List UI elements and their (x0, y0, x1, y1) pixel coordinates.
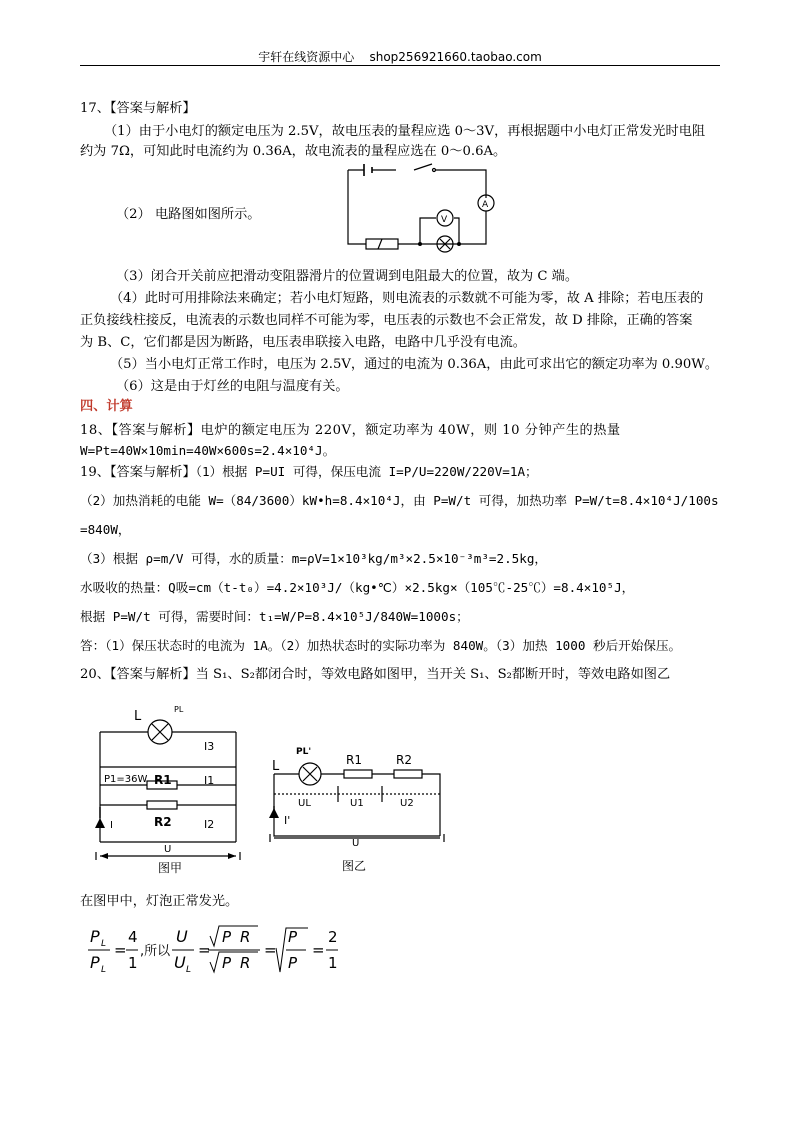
fig-b-U: U (352, 838, 360, 849)
figure-a-circuit (92, 702, 244, 874)
f-res-den: 1 (328, 954, 338, 972)
voltmeter-label: V (441, 215, 448, 225)
fig-a-R1: R1 (154, 773, 172, 787)
svg-text:L: L (101, 939, 107, 949)
q19-line4: （3）根据 ρ=m/V 可得，水的质量：m=ρV=1×10³kg/m³×2.5×10⁻³m³=2.5kg， (80, 551, 548, 566)
q19-line5: 水吸收的热量：Q吸=cm（t-t₀）=4.2×10³J/（kg•℃）×2.5kg×（105℃-25℃）=8.4×10⁵J， (80, 580, 635, 595)
section-title: 四、计算 (80, 399, 133, 414)
q17-p3: （3）闭合开关前应把滑动变阻器滑片的位置调到电阻最大的位置，故为 C 端。 (116, 269, 579, 284)
q19-line2: （2）加热消耗的电能 W=（84/3600）kW•h=8.4×10⁴J，由 P=W/t 可得，加热功率 P=W/t=8.4×10⁴J/100s (80, 493, 719, 508)
q18-line1: 18、【答案与解析】电炉的额定电压为 220V，额定功率为 40W，则 10 分钟产生的热量 (80, 423, 621, 438)
fig-b-L: L (272, 759, 280, 774)
q17-circuit-diagram (336, 160, 502, 254)
q18-line2: W=Pt=40W×10min=40W×600s=2.4×10⁴J。 (80, 443, 336, 458)
ammeter-label: A (482, 200, 489, 210)
fig-b-R2: R2 (396, 753, 412, 767)
eq-3: = (264, 941, 277, 959)
fig-b-caption: 图乙 (342, 859, 367, 873)
q17-p6: （6）这是由于灯丝的电阻与温度有关。 (116, 379, 349, 394)
q19-line3: =840W， (80, 522, 131, 537)
f-r-num-R: R (240, 928, 251, 946)
f-r-den-R: R (240, 954, 251, 972)
fig-a-PL: PL (174, 705, 184, 714)
header-rule (80, 65, 720, 66)
q17-p4b: 正负接线柱接反，电流表的示数也同样不可能为零，电压表的示数也不会正常发，故 D 排除，正确的答案 (80, 313, 693, 328)
fig-a-I1: I1 (204, 774, 215, 787)
page-header (80, 48, 720, 65)
f-u-den: U (174, 953, 186, 972)
fig-a-R2: R2 (154, 815, 172, 829)
fig-b-I: I' (284, 814, 291, 827)
fig-b-R1: R1 (346, 753, 362, 767)
fig-b-UL: UL (298, 798, 311, 809)
power-ratio-formula (86, 922, 366, 982)
fig-b-U2: U2 (400, 798, 414, 809)
f-num-P: P (90, 927, 100, 946)
f-r-num-P: P (222, 928, 232, 946)
q17-heading: 17、【答案与解析】 (80, 101, 196, 116)
q19-heading: 19、【答案与解析】 (80, 465, 196, 480)
figure-b-circuit (266, 738, 446, 874)
fig-a-P1: P1=36W (104, 774, 148, 785)
q19-part1: （1）根据 P=UI 可得，保压电流 I=P/U=220W/220V=1A； (195, 464, 538, 479)
q20-note: 在图甲中，灯泡正常发光。 (80, 894, 239, 909)
fig-a-caption: 图甲 (158, 861, 183, 874)
fig-a-I: I (110, 820, 113, 831)
q19-line6: 根据 P=W/t 可得，需要时间：t₁=W/P=8.4×10⁵J/840W=1000s； (80, 609, 469, 624)
eq-4: = (312, 941, 325, 959)
q17-p4c: 为 B、C，它们都是因为断路，电压表串联接入电路，电路中几乎没有电流。 (80, 335, 526, 350)
f-rr-num: P (288, 928, 298, 946)
f-u-num: U (176, 927, 188, 946)
f-so: ,所以 (140, 944, 171, 959)
fig-a-U: U (164, 844, 172, 855)
q17-p1a: （1）由于小电灯的额定电压为 2.5V，故电压表的量程应选 0～3V，再根据题中小电灯正常发光时电阻 (104, 124, 706, 139)
f-rr-den: P (288, 954, 298, 972)
eq-1: = (114, 941, 127, 959)
fig-a-I3: I3 (204, 740, 215, 753)
q19-line1 (80, 463, 538, 482)
q20-line1: 20、【答案与解析】当 S₁、S₂都闭合时，等效电路如图甲，当开关 S₁、S₂都断开时，等效电路如图乙 (80, 667, 671, 682)
header-shop: shop256921660.taobao.com (369, 50, 542, 64)
q19-line7: 答：（1）保压状态时的电流为 1A。（2）加热状态时的实际功率为 840W。（3）加热 1000 秒后开始保压。 (80, 638, 682, 653)
svg-text:L: L (186, 965, 192, 975)
f-r-den-P: P (222, 954, 232, 972)
q17-p2: （2） 电路图如图所示。 (116, 207, 261, 222)
fig-b-PL: PL' (296, 747, 312, 757)
f-frac-num: 4 (128, 928, 138, 946)
svg-text:L: L (101, 965, 107, 975)
f-frac-den: 1 (128, 954, 138, 972)
eq-2: = (198, 941, 211, 959)
fig-a-I2: I2 (204, 818, 215, 831)
fig-b-U1: U1 (350, 798, 364, 809)
f-den-P: P (90, 953, 100, 972)
header-title: 宇轩在线资源中心 (258, 50, 355, 64)
q17-p5: （5）当小电灯正常工作时，电压为 2.5V，通过的电流为 0.36A，由此可求出它的额定功率为 0.90W。 (110, 357, 719, 372)
fig-a-L: L (134, 709, 142, 724)
q17-p4a: （4）此时可用排除法来确定；若小电灯短路，则电流表的示数就不可能为零，故 A 排除；若电压表的 (110, 291, 704, 306)
q17-p1b: 约为 7Ω，可知此时电流约为 0.36A，故电流表的量程应选在 0～0.6A。 (80, 144, 507, 159)
f-res-num: 2 (328, 928, 338, 946)
